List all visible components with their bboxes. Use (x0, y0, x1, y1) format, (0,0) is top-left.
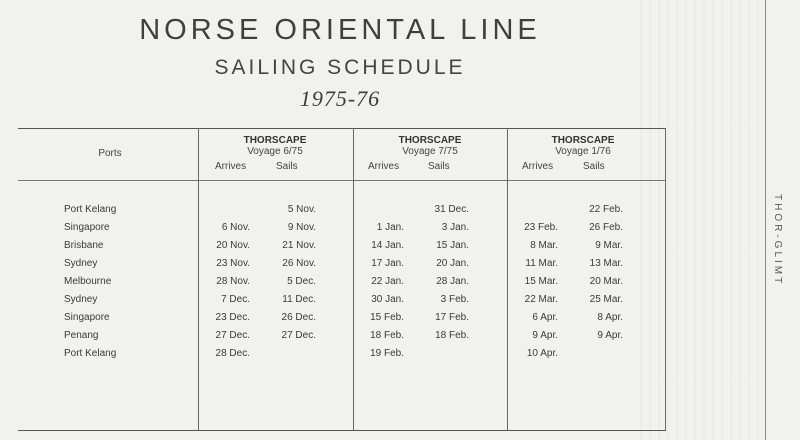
voyage-number: Voyage 7/75 (402, 146, 458, 157)
arrives-column-header: Arrives (368, 161, 400, 172)
voyage-ship-name: THORSCAPE (243, 135, 307, 146)
sailing-date: 15 Jan. (436, 240, 469, 251)
port-name: Port Kelang (64, 348, 117, 359)
sails-column-header: Sails (276, 161, 298, 172)
port-name: Singapore (64, 222, 110, 233)
port-name: Melbourne (64, 276, 112, 287)
side-brand-label: THOR-GLIMT (772, 194, 783, 287)
sailing-date: 5 Dec. (287, 276, 316, 287)
sailing-date: 9 Nov. (287, 222, 316, 233)
port-name: Penang (64, 330, 99, 341)
arrives-column-header: Arrives (522, 161, 554, 172)
arrival-date: 1 Jan. (376, 222, 404, 233)
voyage-ship-name: THORSCAPE (551, 135, 615, 146)
ports-column-header: Ports (98, 148, 122, 159)
port-name: Sydney (64, 294, 98, 305)
arrival-date: 27 Dec. (215, 330, 250, 341)
arrival-date: 10 Apr. (526, 348, 558, 359)
schedule-year: 1975-76 (299, 86, 381, 111)
arrival-date: 23 Nov. (216, 258, 250, 269)
arrival-date: 23 Feb. (524, 222, 558, 233)
sailing-date: 26 Dec. (281, 312, 316, 323)
sailing-date: 11 Dec. (282, 294, 316, 305)
sailing-date: 20 Jan. (436, 258, 469, 269)
port-name: Brisbane (64, 240, 104, 251)
arrival-date: 28 Dec. (215, 348, 250, 359)
sailing-date: 9 Mar. (595, 240, 623, 251)
voyage-number: Voyage 1/76 (555, 146, 611, 157)
sailing-date: 8 Apr. (597, 312, 623, 323)
arrival-date: 11 Mar. (525, 258, 558, 269)
sailing-date: 22 Feb. (589, 204, 623, 215)
sailing-date: 26 Nov. (282, 258, 316, 269)
sailing-date: 26 Feb. (589, 222, 623, 233)
page-title: NORSE ORIENTAL LINE (139, 14, 541, 46)
arrival-date: 23 Dec. (215, 312, 250, 323)
voyage-number: Voyage 6/75 (247, 146, 303, 157)
sails-column-header: Sails (428, 161, 450, 172)
arrival-date: 22 Mar. (524, 294, 558, 305)
column-divider (507, 128, 508, 430)
table-bottom-rule (18, 430, 666, 431)
arrival-date: 22 Jan. (371, 276, 404, 287)
arrival-date: 18 Feb. (370, 330, 404, 341)
sailing-date: 5 Nov. (287, 204, 316, 215)
arrival-date: 15 Feb. (370, 312, 404, 323)
column-divider (198, 128, 199, 430)
arrival-date: 9 Apr. (532, 330, 558, 341)
arrival-date: 8 Mar. (530, 240, 558, 251)
sailing-date: 17 Feb. (435, 312, 469, 323)
arrival-date: 19 Feb. (370, 348, 404, 359)
arrival-date: 15 Mar. (524, 276, 558, 287)
arrival-date: 6 Apr. (532, 312, 558, 323)
port-name: Sydney (64, 258, 98, 269)
page-subtitle: SAILING SCHEDULE (214, 56, 466, 79)
arrival-date: 14 Jan. (371, 240, 404, 251)
voyage-ship-name: THORSCAPE (398, 135, 462, 146)
sails-column-header: Sails (583, 161, 605, 172)
arrival-date: 6 Nov. (221, 222, 250, 233)
column-divider (353, 128, 354, 430)
sailing-date: 3 Jan. (441, 222, 469, 233)
table-top-rule (18, 128, 666, 129)
arrival-date: 20 Nov. (216, 240, 250, 251)
sailing-date: 21 Nov. (282, 240, 316, 251)
sailing-date: 31 Dec. (434, 204, 469, 215)
sailing-date: 18 Feb. (435, 330, 469, 341)
port-name: Singapore (64, 312, 110, 323)
port-name: Port Kelang (64, 204, 117, 215)
sailing-date: 25 Mar. (589, 294, 623, 305)
column-divider (665, 128, 666, 430)
sailing-date: 3 Feb. (440, 294, 469, 305)
arrives-column-header: Arrives (215, 161, 247, 172)
arrival-date: 17 Jan. (371, 258, 404, 269)
sailing-date: 20 Mar. (589, 276, 623, 287)
sailing-date: 27 Dec. (281, 330, 316, 341)
arrival-date: 28 Nov. (216, 276, 250, 287)
sailing-date: 13 Mar. (589, 258, 623, 269)
arrival-date: 30 Jan. (371, 294, 404, 305)
sailing-date: 9 Apr. (597, 330, 623, 341)
margin-rule (765, 0, 766, 440)
table-header-rule (18, 180, 666, 181)
arrival-date: 7 Dec. (221, 294, 250, 305)
sailing-date: 28 Jan. (436, 276, 469, 287)
